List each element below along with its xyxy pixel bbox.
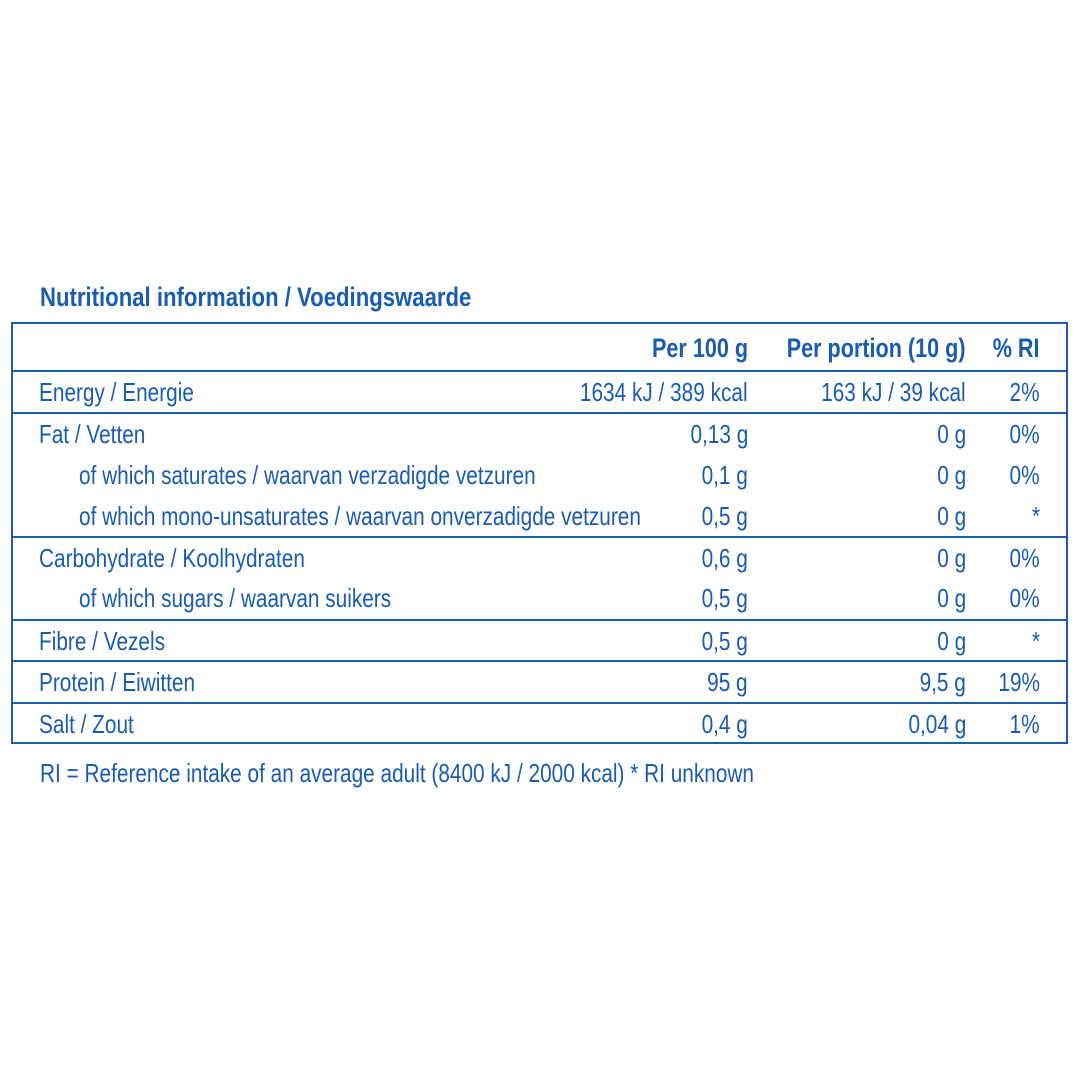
row-per-portion: 0 g: [937, 543, 966, 573]
row-per-100g: 0,5 g: [701, 626, 748, 656]
ri-footnote: RI = Reference intake of an average adult (8400 kJ / 2000 kcal) * RI unknown: [40, 758, 754, 788]
row-per-100g: 1634 kJ / 389 kcal: [580, 377, 748, 407]
row-ri: 0%: [1009, 419, 1040, 449]
row-ri: 0%: [1009, 543, 1040, 573]
header-per-100g: Per 100 g: [651, 333, 748, 363]
row-per-portion: 0 g: [937, 501, 966, 531]
row-per-portion: 0 g: [937, 583, 966, 613]
row-ri: 2%: [1009, 377, 1040, 407]
table-row-saturates: [13, 455, 1066, 496]
row-ri: 19%: [998, 667, 1040, 697]
row-ri: *: [1031, 501, 1040, 531]
row-per-100g: 0,6 g: [701, 543, 748, 573]
row-per-portion: 163 kJ / 39 kcal: [821, 377, 966, 407]
row-label: of which saturates / waarvan verzadigde vetzuren: [79, 460, 536, 490]
row-ri: *: [1031, 626, 1040, 656]
row-label: Energy / Energie: [39, 377, 194, 407]
row-per-100g: 0,1 g: [701, 460, 748, 490]
row-ri: 1%: [1009, 709, 1040, 739]
row-per-portion: 0 g: [937, 419, 966, 449]
row-per-100g: 95 g: [707, 667, 748, 697]
row-label: Fat / Vetten: [39, 419, 146, 449]
table-header-row: [13, 328, 1066, 369]
row-per-100g: 0,13 g: [690, 419, 748, 449]
table-row-fibre: [13, 619, 1066, 662]
table-row-fat: [13, 412, 1066, 455]
table-row-salt: [13, 702, 1066, 745]
table-row-mono-unsaturates: [13, 496, 1066, 537]
row-per-100g: 0,5 g: [701, 501, 748, 531]
row-label: Fibre / Vezels: [39, 626, 166, 656]
row-label: Salt / Zout: [39, 709, 134, 739]
header-ri: % RI: [993, 333, 1040, 363]
row-per-portion: 9,5 g: [919, 667, 966, 697]
row-ri: 0%: [1009, 583, 1040, 613]
table-row-carbohydrate: [13, 536, 1066, 579]
header-per-portion: Per portion (10 g): [787, 333, 966, 363]
nutrition-table: [11, 322, 1068, 744]
row-label: Protein / Eiwitten: [39, 667, 196, 697]
row-ri: 0%: [1009, 460, 1040, 490]
row-label: of which mono-unsaturates / waarvan onverzadigde vetzuren: [79, 501, 641, 531]
table-row-sugars: [13, 578, 1066, 619]
row-label: Carbohydrate / Koolhydraten: [39, 543, 305, 573]
row-label: of which sugars / waarvan suikers: [79, 583, 392, 613]
table-row-energy: [13, 370, 1066, 413]
row-per-portion: 0 g: [937, 626, 966, 656]
row-per-portion: 0,04 g: [908, 709, 966, 739]
row-per-100g: 0,5 g: [701, 583, 748, 613]
row-per-portion: 0 g: [937, 460, 966, 490]
row-per-100g: 0,4 g: [701, 709, 748, 739]
nutrition-title: Nutritional information / Voedingswaarde: [40, 282, 472, 312]
table-row-protein: [13, 660, 1066, 703]
